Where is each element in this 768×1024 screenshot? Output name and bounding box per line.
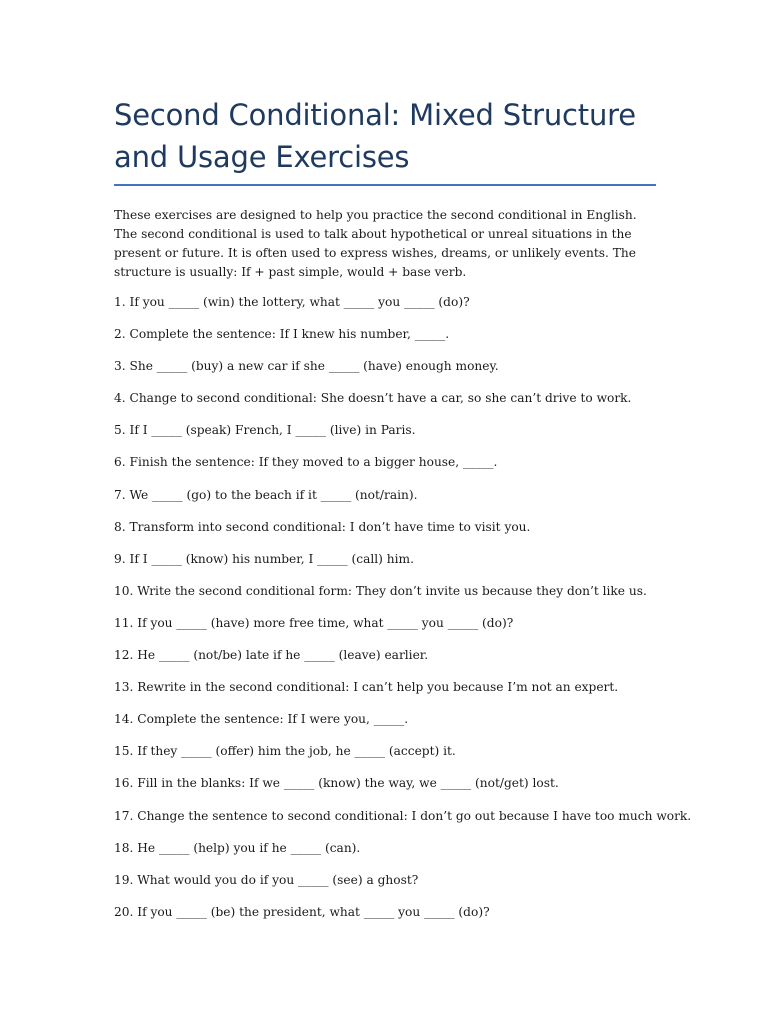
title-divider	[114, 184, 656, 186]
exercise-item: 18. He _____ (help) you if he _____ (can).	[114, 840, 361, 855]
exercise-item: 13. Rewrite in the second conditional: I can’t help you because I’m not an expert.	[114, 680, 619, 695]
exercise-item: 16. Fill in the blanks: If we _____ (know) the way, we _____ (not/get) lost.	[114, 776, 559, 791]
exercise-item: 11. If you _____ (have) more free time, what _____ you _____ (do)?	[114, 615, 514, 630]
exercise-item: 12. He _____ (not/be) late if he _____ (leave) earlier.	[114, 648, 429, 663]
exercise-item: 20. If you _____ (be) the president, what _____ you _____ (do)?	[114, 904, 490, 919]
document-title	[114, 94, 656, 184]
exercise-item: 17. Change the sentence to second conditional: I don’t go out because I have too much work.	[114, 808, 692, 823]
exercise-item: 8. Transform into second conditional: I don’t have time to visit you.	[114, 519, 531, 534]
exercise-item: 4. Change to second conditional: She doesn’t have a car, so she can’t drive to work.	[114, 391, 632, 406]
exercise-item: 3. She _____ (buy) a new car if she _____ (have) enough money.	[114, 359, 499, 374]
exercise-item: 10. Write the second conditional form: They don’t invite us because they don’t like us.	[114, 583, 647, 598]
exercise-item: 6. Finish the sentence: If they moved to a bigger house, _____.	[114, 455, 498, 470]
document-page	[114, 94, 692, 936]
intro-paragraph: These exercises are designed to help you practice the second conditional in English. The second conditional is used to talk about hypothetical or unreal situations in the present or future. It is often used to express wishes, dreams, or unlikely events. The structure is usually: If + past simple, would + base verb.	[114, 208, 637, 279]
exercise-item: 15. If they _____ (offer) him the job, he _____ (accept) it.	[114, 744, 456, 759]
exercise-item: 9. If I _____ (know) his number, I _____ (call) him.	[114, 551, 414, 566]
exercise-list	[114, 294, 692, 920]
exercise-item: 5. If I _____ (speak) French, I _____ (live) in Paris.	[114, 423, 416, 438]
exercise-item: 7. We _____ (go) to the beach if it _____ (not/rain).	[114, 487, 418, 502]
exercise-item: 2. Complete the sentence: If I knew his number, _____.	[114, 327, 450, 342]
exercise-item: 14. Complete the sentence: If I were you, _____.	[114, 712, 409, 727]
exercise-item: 1. If you _____ (win) the lottery, what _____ you _____ (do)?	[114, 295, 470, 309]
title-line-2: and Usage Exercises	[114, 140, 410, 174]
title-line-1: Second Conditional: Mixed Structure	[114, 98, 636, 132]
exercise-item: 19. What would you do if you _____ (see) a ghost?	[114, 872, 419, 887]
